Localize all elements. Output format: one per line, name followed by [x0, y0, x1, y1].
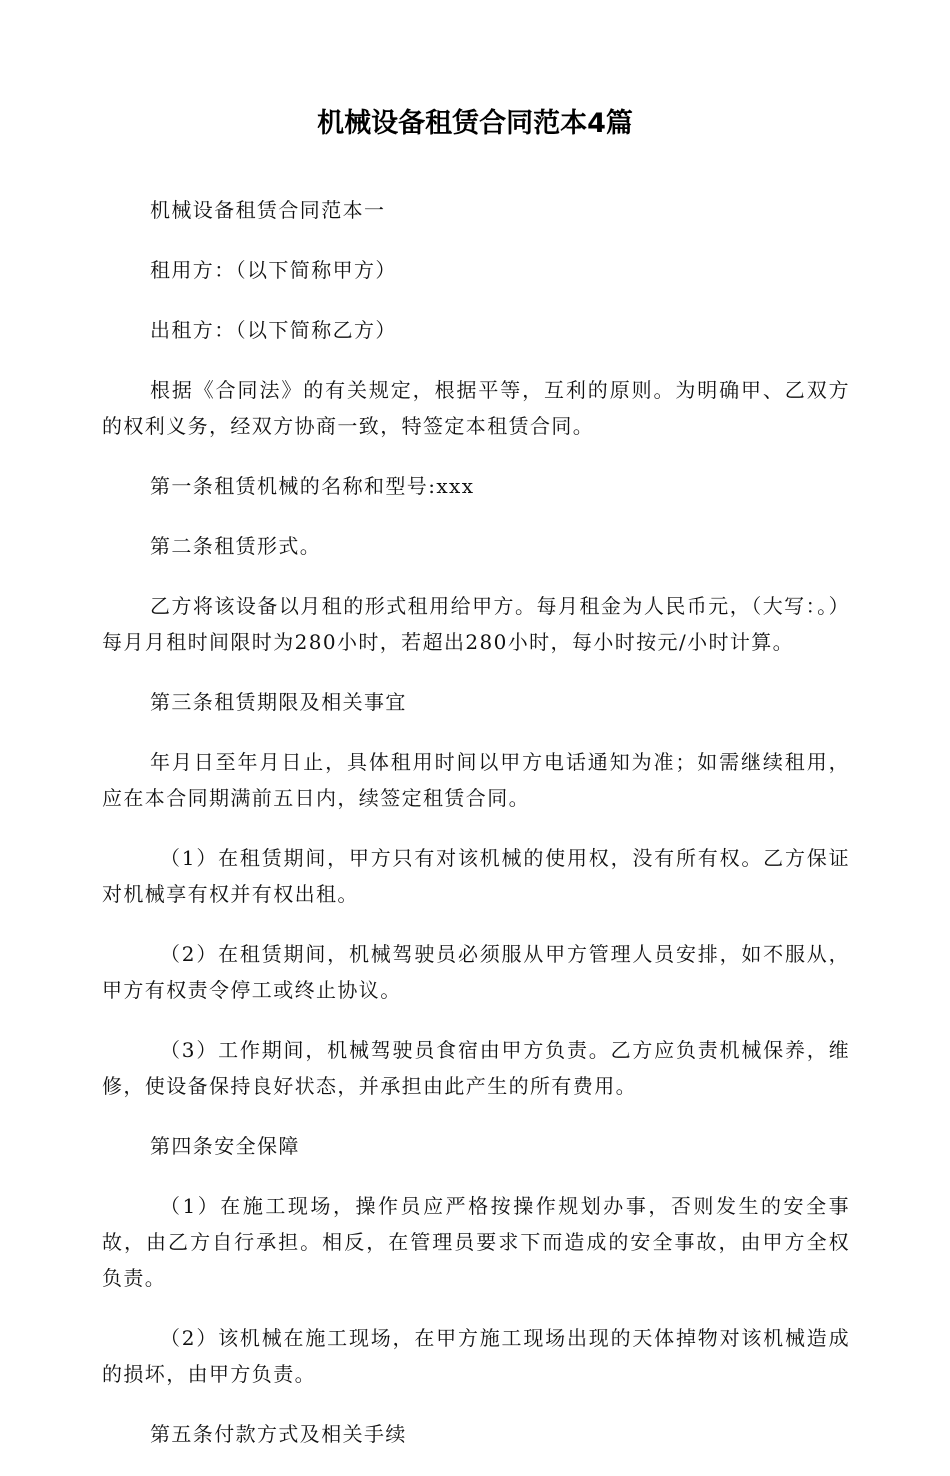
article-4-clause-1: （1）在施工现场，操作员应严格按操作规划办事，否则发生的安全事故，由乙方自行承担。相反，在管理员要求下而造成的安全事故，由甲方全权负责。 [102, 1194, 850, 1290]
article-3-clause-1: （1）在租赁期间，甲方只有对该机械的使用权，没有所有权。乙方保证对机械享有权并有权出租。 [102, 846, 850, 906]
article-3-paragraph: 年月日至年月日止，具体租用时间以甲方电话通知为准；如需继续租用，应在本合同期满前五日内，续签定租赁合同。 [102, 750, 850, 810]
article-4-heading: 第四条安全保障 [150, 1134, 300, 1158]
lessee-line: 租用方：（以下简称甲方） [150, 258, 397, 282]
article-3-clause-3: （3）工作期间，机械驾驶员食宿由甲方负责。乙方应负责机械保养，维修，使设备保持良好状态，并承担由此产生的所有费用。 [102, 1038, 850, 1098]
article-2-heading: 第二条租赁形式。 [150, 534, 322, 558]
lessor-line: 出租方：（以下简称乙方） [150, 318, 397, 342]
preamble-paragraph: 根据《合同法》的有关规定，根据平等，互利的原则。为明确甲、乙双方的权利义务，经双方协商一致，特签定本租赁合同。 [102, 378, 850, 438]
document-title: 机械设备租赁合同范本4篇 [317, 108, 633, 139]
article-3-clause-2: （2）在租赁期间，机械驾驶员必须服从甲方管理人员安排，如不服从，甲方有权责令停工或终止协议。 [102, 942, 850, 1002]
document-body [102, 192, 850, 1476]
article-5-heading: 第五条付款方式及相关手续 [150, 1422, 407, 1446]
article-4-clause-2: （2）该机械在施工现场，在甲方施工现场出现的天体掉物对该机械造成的损坏，由甲方负责。 [102, 1326, 850, 1386]
section-heading: 机械设备租赁合同范本一 [150, 198, 386, 222]
article-3-heading: 第三条租赁期限及相关事宜 [150, 690, 407, 714]
article-2-paragraph: 乙方将该设备以月租的形式租用给甲方。每月租金为人民币元，（大写：。）每月月租时间限时为280小时，若超出280小时，每小时按元/小时计算。 [102, 594, 850, 654]
article-1-heading: 第一条租赁机械的名称和型号:xxx [150, 474, 475, 498]
